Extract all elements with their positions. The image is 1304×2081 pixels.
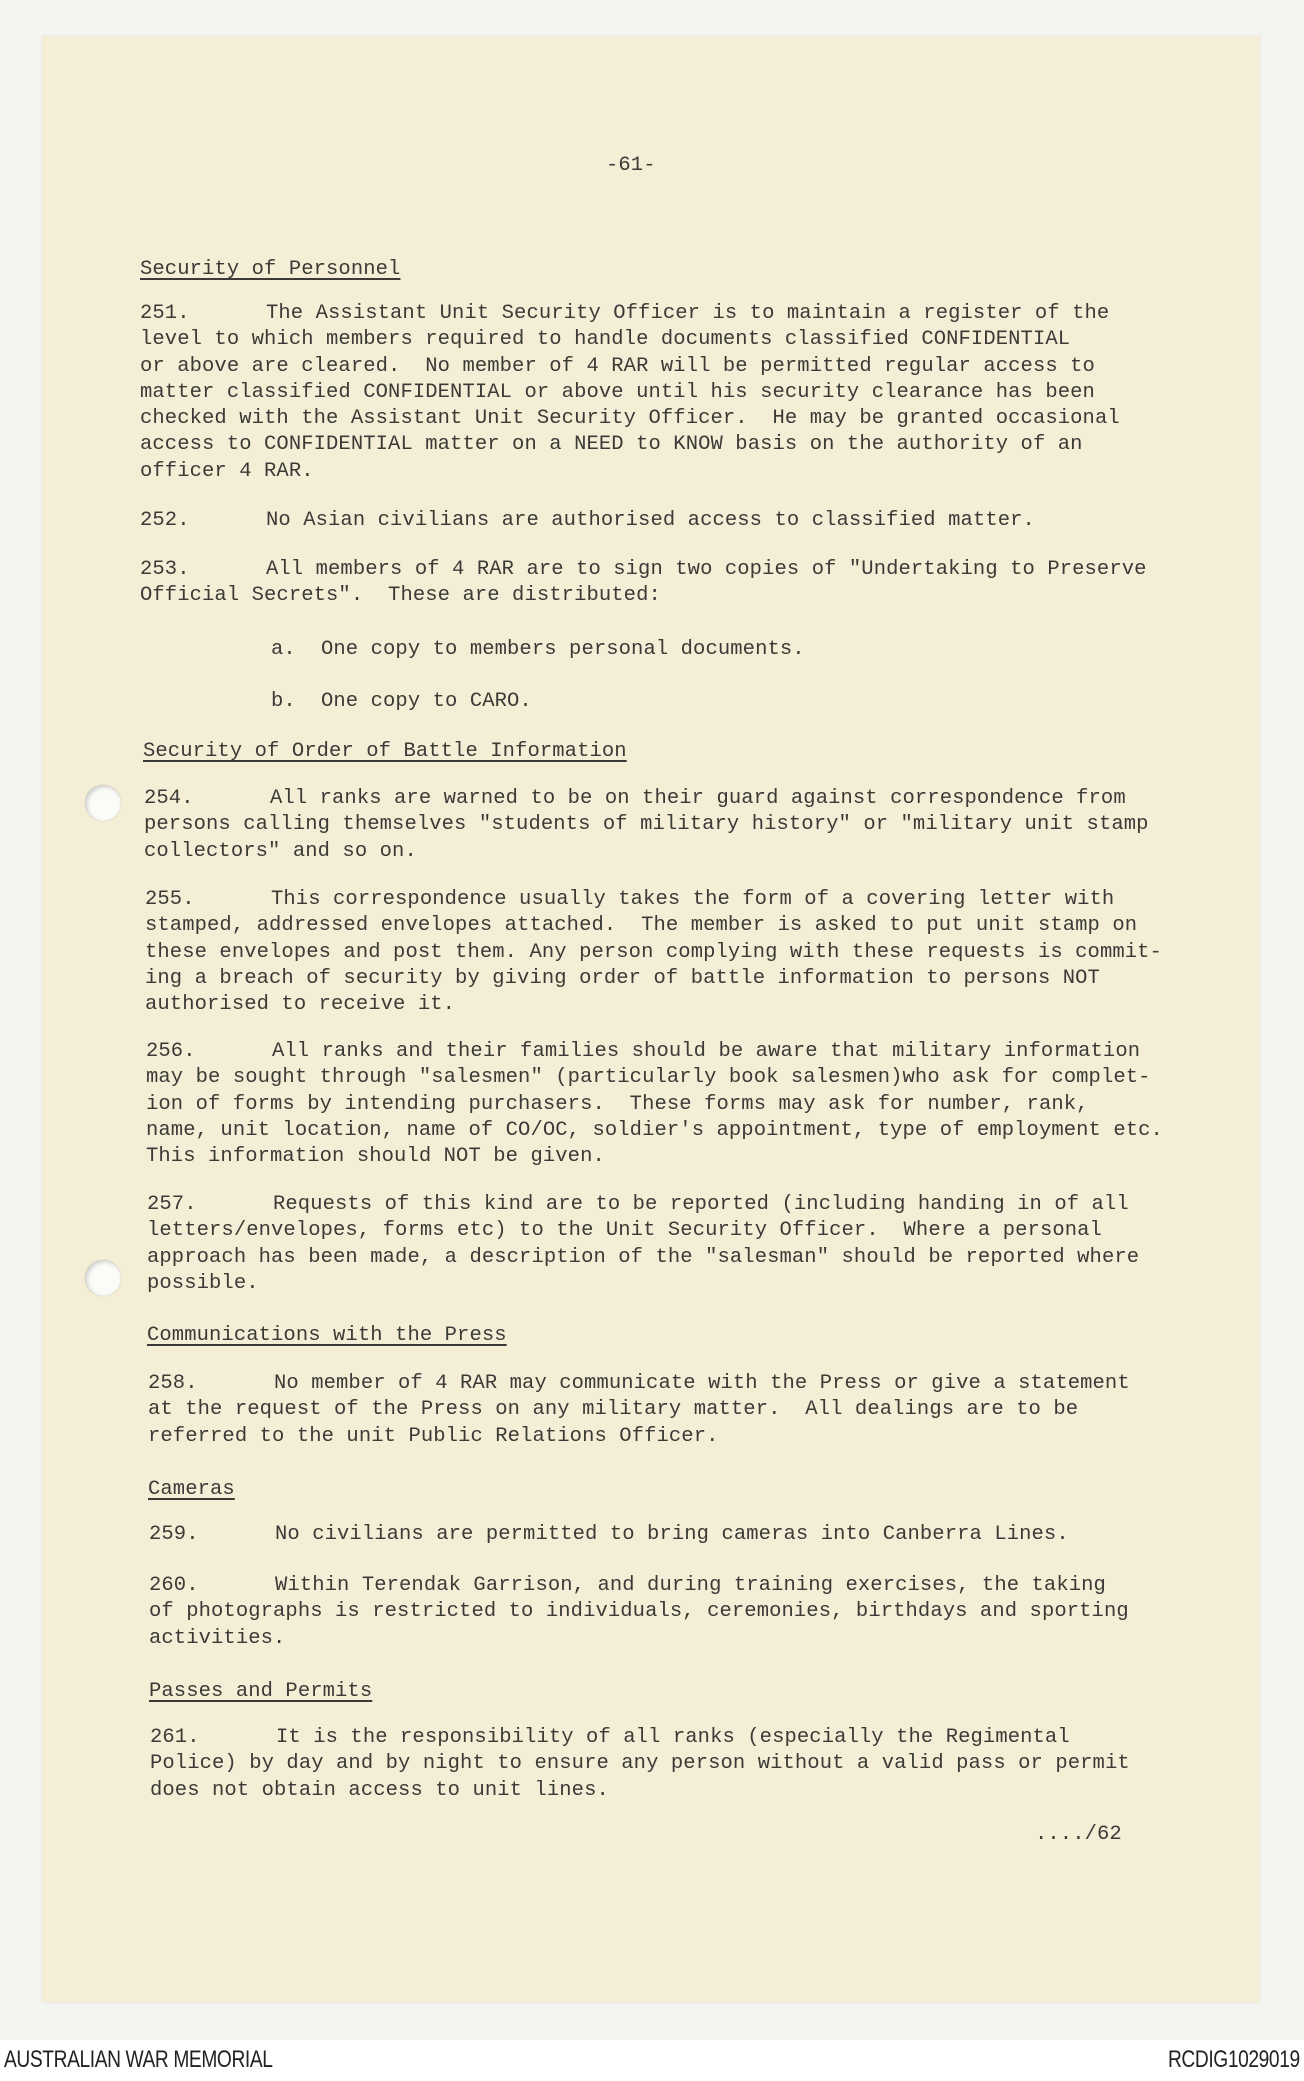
paragraph bbox=[148, 1371, 1130, 1450]
line-text: stamped, addressed envelopes attached. The member is asked to put unit stamp on bbox=[145, 914, 1138, 938]
paragraph bbox=[140, 557, 1147, 610]
line-text: level to which members required to handle documents classified CONFIDENTIAL bbox=[140, 328, 1071, 352]
line-text: access to CONFIDENTIAL matter on a NEED to KNOW basis on the authority of an bbox=[140, 433, 1083, 457]
line-text: One copy to CARO. bbox=[321, 690, 532, 713]
paragraph bbox=[149, 1522, 1069, 1548]
text-line bbox=[140, 327, 1120, 353]
text-line bbox=[140, 301, 1120, 327]
text-line bbox=[148, 1424, 1130, 1450]
section-heading: Security of Personnel bbox=[140, 258, 401, 281]
text-line bbox=[140, 557, 1147, 583]
line-text: referred to the unit Public Relations Officer. bbox=[148, 1424, 719, 1448]
text-line bbox=[149, 1573, 1129, 1599]
text-line bbox=[145, 913, 1162, 939]
text-line bbox=[140, 583, 1147, 609]
paragraph-number: 254. bbox=[144, 787, 194, 810]
text-line bbox=[146, 1092, 1163, 1118]
text-line bbox=[144, 786, 1149, 812]
line-text: This correspondence usually takes the form of a covering letter with bbox=[271, 888, 1115, 911]
line-text: The Assistant Unit Security Officer is to maintain a register of the bbox=[266, 302, 1110, 325]
paragraph-number: 256. bbox=[146, 1040, 196, 1063]
line-text: these envelopes and post them. Any person complying with these requests is commit- bbox=[145, 940, 1162, 964]
line-text: does not obtain access to unit lines. bbox=[150, 1778, 609, 1802]
line-text: No Asian civilians are authorised access to classified matter. bbox=[266, 509, 1035, 532]
paragraph-number: 255. bbox=[145, 888, 195, 911]
item-letter: a. bbox=[271, 638, 296, 661]
section-heading: Cameras bbox=[148, 1478, 235, 1501]
footer-record-id: RCDIG1029019 bbox=[1168, 2046, 1300, 2073]
list-item bbox=[271, 689, 532, 715]
paragraph-number: 252. bbox=[140, 509, 190, 532]
line-text: All ranks are warned to be on their guard against correspondence from bbox=[270, 787, 1126, 810]
paragraph bbox=[140, 301, 1120, 485]
punch-hole bbox=[85, 785, 121, 821]
section-heading: Security of Order of Battle Information bbox=[143, 740, 627, 763]
line-text: officer 4 RAR. bbox=[140, 459, 314, 483]
text-line bbox=[140, 508, 1035, 534]
line-text: activities. bbox=[149, 1626, 286, 1650]
paragraph-number: 260. bbox=[149, 1574, 199, 1597]
paragraph bbox=[150, 1725, 1130, 1804]
line-text: persons calling themselves "students of military history" or "military unit stamp bbox=[144, 813, 1149, 837]
paragraph-number: 253. bbox=[140, 558, 190, 581]
text-line bbox=[150, 1778, 1130, 1804]
punch-hole bbox=[85, 1260, 121, 1296]
text-line bbox=[149, 1522, 1069, 1548]
line-text: No member of 4 RAR may communicate with the Press or give a statement bbox=[274, 1372, 1130, 1395]
line-text: Official Secrets". These are distributed: bbox=[140, 584, 661, 608]
text-line bbox=[145, 992, 1162, 1018]
paragraph-number: 259. bbox=[149, 1523, 199, 1546]
paragraph bbox=[147, 1192, 1139, 1297]
paragraph bbox=[146, 1039, 1163, 1170]
text-line bbox=[148, 1397, 1130, 1423]
text-line bbox=[145, 887, 1162, 913]
text-line bbox=[140, 354, 1120, 380]
paragraph-number: 258. bbox=[148, 1372, 198, 1395]
text-line bbox=[150, 1725, 1130, 1751]
line-text: Within Terendak Garrison, and during training exercises, the taking bbox=[275, 1574, 1106, 1597]
continuation-marker: ..../62 bbox=[1035, 1823, 1122, 1846]
paragraph bbox=[149, 1573, 1129, 1652]
text-line bbox=[146, 1039, 1163, 1065]
line-text: may be sought through "salesmen" (particularly book salesmen)who ask for complet- bbox=[146, 1066, 1151, 1090]
line-text: possible. bbox=[147, 1271, 259, 1295]
line-text: It is the responsibility of all ranks (especially the Regimental bbox=[276, 1726, 1070, 1749]
line-text: matter classified CONFIDENTIAL or above until his security clearance has been bbox=[140, 380, 1095, 404]
text-line bbox=[140, 380, 1120, 406]
page-number: -61- bbox=[606, 154, 656, 177]
line-text: name, unit location, name of CO/OC, soldier's appointment, type of employment etc. bbox=[146, 1118, 1163, 1142]
line-text: of photographs is restricted to individuals, ceremonies, birthdays and sporting bbox=[149, 1600, 1129, 1624]
paragraph-number: 261. bbox=[150, 1726, 200, 1749]
text-line bbox=[146, 1065, 1163, 1091]
text-line bbox=[144, 839, 1149, 865]
text-line bbox=[271, 689, 532, 715]
text-line bbox=[140, 406, 1120, 432]
text-line bbox=[147, 1271, 1139, 1297]
text-line bbox=[145, 940, 1162, 966]
line-text: Police) by day and by night to ensure any person without a valid pass or permit bbox=[150, 1752, 1130, 1776]
text-line bbox=[145, 966, 1162, 992]
paragraph-number: 251. bbox=[140, 302, 190, 325]
text-line bbox=[147, 1192, 1139, 1218]
paragraph bbox=[140, 508, 1035, 534]
section-heading: Passes and Permits bbox=[149, 1680, 373, 1703]
text-line bbox=[271, 637, 805, 663]
text-line bbox=[140, 432, 1120, 458]
line-text: All ranks and their families should be aware that military information bbox=[272, 1040, 1141, 1063]
text-line bbox=[147, 1218, 1139, 1244]
line-text: at the request of the Press on any military matter. All dealings are to be bbox=[148, 1398, 1079, 1422]
paragraph bbox=[144, 786, 1149, 865]
line-text: No civilians are permitted to bring cameras into Canberra Lines. bbox=[275, 1523, 1069, 1546]
line-text: approach has been made, a description of the "salesman" should be reported where bbox=[147, 1245, 1140, 1269]
text-line bbox=[149, 1599, 1129, 1625]
paragraph bbox=[145, 887, 1162, 1018]
line-text: Requests of this kind are to be reported (including handing in of all bbox=[273, 1193, 1129, 1216]
line-text: or above are cleared. No member of 4 RAR will be permitted regular access to bbox=[140, 354, 1095, 378]
text-line bbox=[144, 812, 1149, 838]
list-item bbox=[271, 637, 805, 663]
paragraph-number: 257. bbox=[147, 1193, 197, 1216]
line-text: letters/envelopes, forms etc) to the Unit Security Officer. Where a personal bbox=[147, 1219, 1102, 1243]
line-text: ion of forms by intending purchasers. These forms may ask for number, rank, bbox=[146, 1092, 1089, 1116]
text-line bbox=[149, 1626, 1129, 1652]
line-text: All members of 4 RAR are to sign two copies of "Undertaking to Preserve bbox=[266, 558, 1147, 581]
text-line bbox=[150, 1751, 1130, 1777]
line-text: One copy to members personal documents. bbox=[321, 638, 805, 661]
text-line bbox=[146, 1118, 1163, 1144]
text-line bbox=[148, 1371, 1130, 1397]
line-text: checked with the Assistant Unit Security Officer. He may be granted occasional bbox=[140, 407, 1120, 431]
line-text: This information should NOT be given. bbox=[146, 1145, 605, 1169]
text-line bbox=[147, 1245, 1139, 1271]
line-text: ing a breach of security by giving order of battle information to persons NOT bbox=[145, 966, 1100, 990]
footer bbox=[0, 2040, 1304, 2081]
line-text: authorised to receive it. bbox=[145, 993, 456, 1017]
line-text: collectors" and so on. bbox=[144, 839, 417, 863]
text-line bbox=[140, 459, 1120, 485]
footer-institution: AUSTRALIAN WAR MEMORIAL bbox=[4, 2046, 273, 2073]
item-letter: b. bbox=[271, 690, 296, 713]
section-heading: Communications with the Press bbox=[147, 1324, 507, 1347]
text-line bbox=[146, 1144, 1163, 1170]
